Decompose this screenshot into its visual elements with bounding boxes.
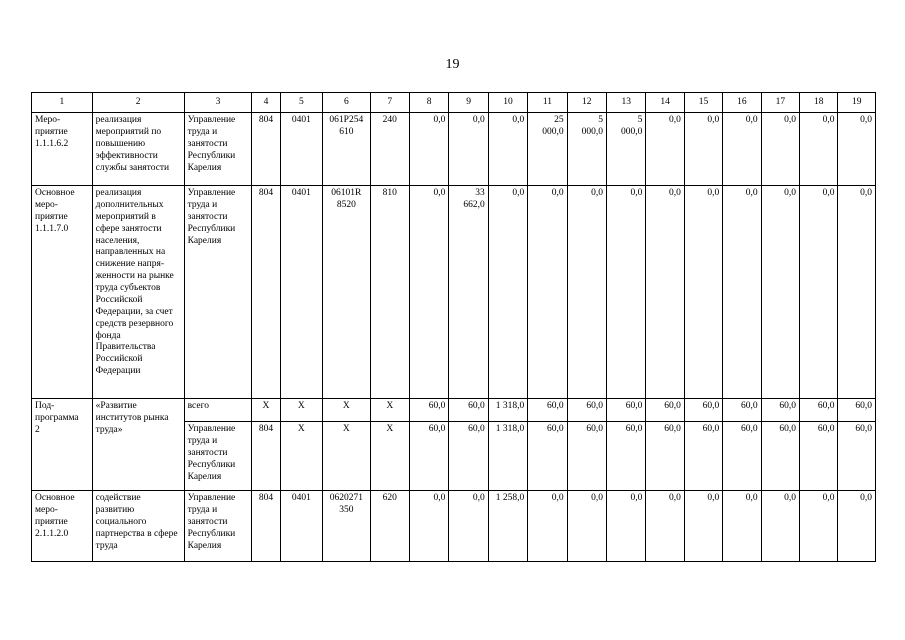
table-cell: 0,0 xyxy=(723,113,761,186)
table-cell: 60,0 xyxy=(607,399,646,422)
table-cell: 60,0 xyxy=(409,422,448,491)
table-cell: 1 318,0 xyxy=(488,422,527,491)
table-cell: реализация дополнительных мероприятий в сфере занятости населения, направленных на снижение напря- женности на рынке труда субъектов Российской Федерации, за счет средств резервного фонда Правительства Российской Федерации xyxy=(92,186,184,399)
table-cell: Основное меро- приятие 2.1.1.2.0 xyxy=(32,491,93,562)
header-cell: 13 xyxy=(607,93,646,113)
table-row xyxy=(32,491,876,562)
table-cell: 0,0 xyxy=(646,491,684,562)
table-cell: всего xyxy=(184,399,252,422)
table-cell: 60,0 xyxy=(800,399,838,422)
table-cell: 0,0 xyxy=(607,186,646,399)
table-cell: Меро- приятие 1.1.1.6.2 xyxy=(32,113,93,186)
table-cell: 0,0 xyxy=(761,113,799,186)
table-cell: 0,0 xyxy=(800,186,838,399)
table-cell: 0,0 xyxy=(838,186,876,399)
table-cell: 804 xyxy=(252,113,280,186)
table-cell: 60,0 xyxy=(838,422,876,491)
table-cell: 0620271 350 xyxy=(323,491,371,562)
table-cell: 0,0 xyxy=(528,491,567,562)
table-cell: 0,0 xyxy=(646,186,684,399)
table-cell: 60,0 xyxy=(646,422,684,491)
table-cell: 60,0 xyxy=(723,399,761,422)
table-cell: 0,0 xyxy=(723,491,761,562)
table-cell: 0,0 xyxy=(723,186,761,399)
subprogram-code-cell: Под- программа 2 xyxy=(32,399,93,491)
table-cell: 804 xyxy=(252,186,280,399)
table-cell: 0,0 xyxy=(567,186,606,399)
budget-table xyxy=(31,92,876,562)
header-cell: 9 xyxy=(449,93,488,113)
table-cell: X xyxy=(252,399,280,422)
header-cell: 14 xyxy=(646,93,684,113)
table-cell: 0,0 xyxy=(567,491,606,562)
table-cell: X xyxy=(370,422,409,491)
table-cell: реализация мероприятий по повышению эффективности службы занятости xyxy=(92,113,184,186)
page-number: 19 xyxy=(445,57,460,72)
table-cell: 0,0 xyxy=(838,113,876,186)
table-cell: Управление труда и занятости Республики Карелия xyxy=(184,491,252,562)
table-cell: 0,0 xyxy=(761,186,799,399)
table-cell: 60,0 xyxy=(684,422,722,491)
header-cell: 19 xyxy=(838,93,876,113)
table-cell: 0,0 xyxy=(409,491,448,562)
table-cell: Управление труда и занятости Республики Карелия xyxy=(184,422,252,491)
table-cell: X xyxy=(323,399,371,422)
table-cell: 60,0 xyxy=(449,422,488,491)
table-cell: 60,0 xyxy=(607,422,646,491)
table-cell: содействие развитию социального партнерства в сфере труда xyxy=(92,491,184,562)
header-cell: 16 xyxy=(723,93,761,113)
table-cell: 0,0 xyxy=(449,491,488,562)
header-row xyxy=(32,93,876,113)
table-cell: 1 258,0 xyxy=(488,491,527,562)
header-cell: 2 xyxy=(92,93,184,113)
table-cell: 0401 xyxy=(280,186,322,399)
table-cell: 620 xyxy=(370,491,409,562)
header-cell: 18 xyxy=(800,93,838,113)
table-cell: 25 000,0 xyxy=(528,113,567,186)
table-row xyxy=(32,113,876,186)
table-cell: 0,0 xyxy=(684,113,722,186)
table-cell: 60,0 xyxy=(800,422,838,491)
table-cell: X xyxy=(280,399,322,422)
table-cell: 804 xyxy=(252,491,280,562)
header-cell: 5 xyxy=(280,93,322,113)
table-cell: X xyxy=(280,422,322,491)
table-cell: 60,0 xyxy=(761,422,799,491)
table-cell: 60,0 xyxy=(838,399,876,422)
header-cell: 11 xyxy=(528,93,567,113)
table-cell: 5 000,0 xyxy=(567,113,606,186)
header-cell: 8 xyxy=(409,93,448,113)
table-cell: 061P254 610 xyxy=(323,113,371,186)
table-cell: 0,0 xyxy=(449,113,488,186)
table-cell: 0,0 xyxy=(488,186,527,399)
table-cell: 33 662,0 xyxy=(449,186,488,399)
table-cell: 0,0 xyxy=(528,186,567,399)
table-cell: X xyxy=(323,422,371,491)
table-cell: 0,0 xyxy=(838,491,876,562)
table-cell: 60,0 xyxy=(567,399,606,422)
table-cell: 60,0 xyxy=(684,399,722,422)
table-cell: 60,0 xyxy=(409,399,448,422)
table-cell: 0,0 xyxy=(684,491,722,562)
header-cell: 7 xyxy=(370,93,409,113)
table-cell: 60,0 xyxy=(761,399,799,422)
table-cell: 60,0 xyxy=(723,422,761,491)
table-cell: 0,0 xyxy=(646,113,684,186)
table-cell: 1 318,0 xyxy=(488,399,527,422)
table-row xyxy=(32,186,876,399)
header-cell: 17 xyxy=(761,93,799,113)
table-cell: 0,0 xyxy=(409,186,448,399)
table-cell: 60,0 xyxy=(646,399,684,422)
header-cell: 15 xyxy=(684,93,722,113)
header-cell: 4 xyxy=(252,93,280,113)
table-cell: 60,0 xyxy=(567,422,606,491)
table-cell: 0401 xyxy=(280,113,322,186)
header-cell: 3 xyxy=(184,93,252,113)
table-cell: 0,0 xyxy=(800,113,838,186)
table-row xyxy=(32,399,876,422)
table-cell: 06101R 8520 xyxy=(323,186,371,399)
table-cell: 5 000,0 xyxy=(607,113,646,186)
table-cell: Управление труда и занятости Республики Карелия xyxy=(184,186,252,399)
header-cell: 6 xyxy=(323,93,371,113)
header-cell: 12 xyxy=(567,93,606,113)
table-cell: 0,0 xyxy=(488,113,527,186)
table-cell: 60,0 xyxy=(449,399,488,422)
header-cell: 1 xyxy=(32,93,93,113)
table-cell: 0,0 xyxy=(800,491,838,562)
table-cell: 60,0 xyxy=(528,422,567,491)
table-cell: Управление труда и занятости Республики Карелия xyxy=(184,113,252,186)
header-cell: 10 xyxy=(488,93,527,113)
table-cell: 60,0 xyxy=(528,399,567,422)
subprogram-name-cell: «Развитие институтов рынка труда» xyxy=(92,399,184,491)
table-cell: 0,0 xyxy=(761,491,799,562)
table-cell: 0,0 xyxy=(607,491,646,562)
table-cell: 0401 xyxy=(280,491,322,562)
table-cell: 810 xyxy=(370,186,409,399)
table-cell: 804 xyxy=(252,422,280,491)
table-cell: Основное меро- приятие 1.1.1.7.0 xyxy=(32,186,93,399)
table-cell: 0,0 xyxy=(409,113,448,186)
table-cell: 0,0 xyxy=(684,186,722,399)
table-cell: X xyxy=(370,399,409,422)
table-cell: 240 xyxy=(370,113,409,186)
